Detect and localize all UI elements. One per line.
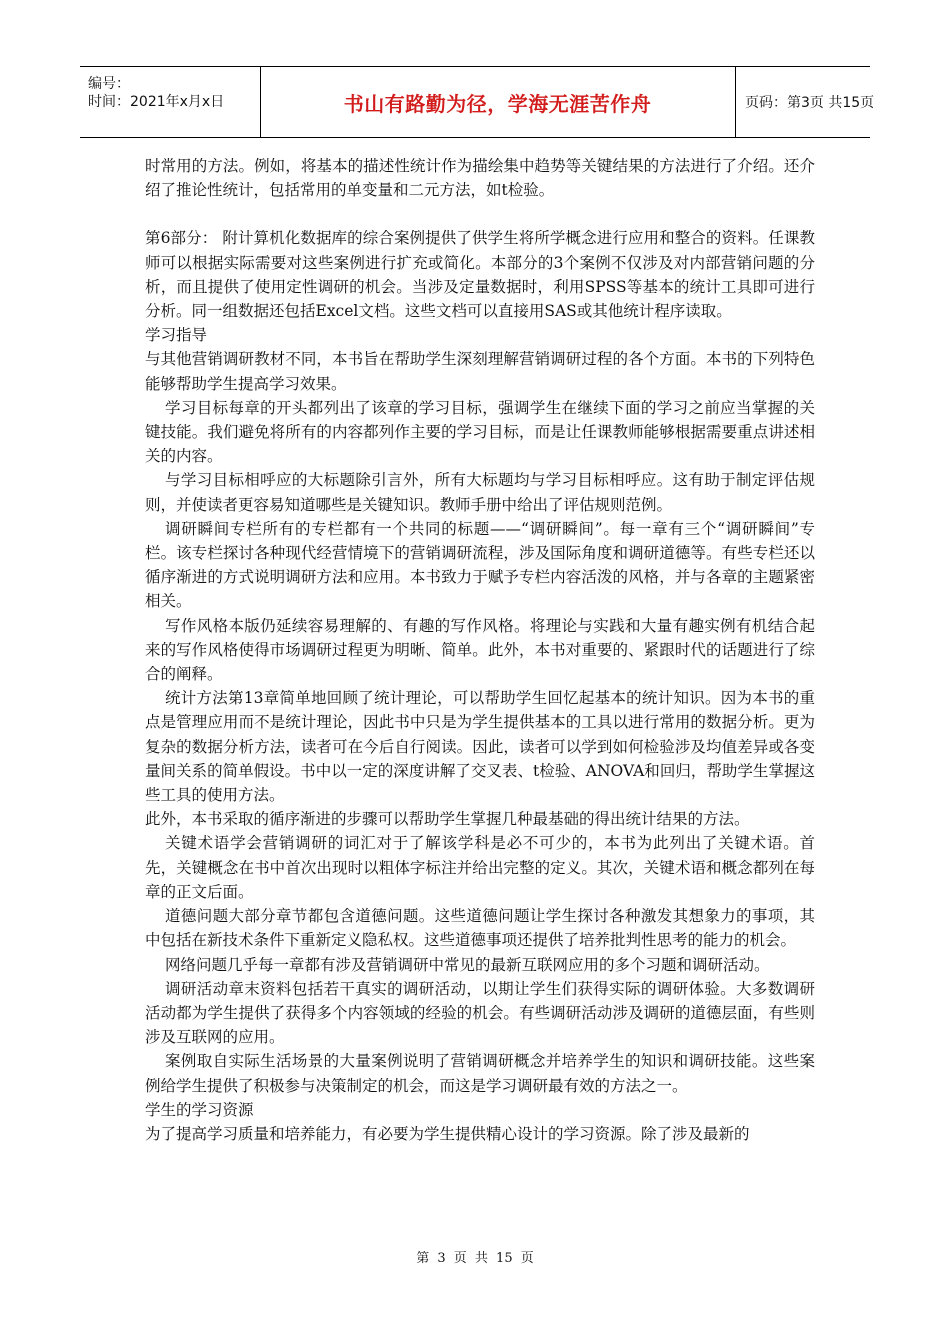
body-paragraph: 网络问题几乎每一章都有涉及营销调研中常见的最新互联网应用的多个习题和调研活动。	[165, 955, 770, 974]
page-footer: 第 3 页 共 15 页	[416, 1251, 534, 1266]
header-motto: 书山有路勤为径，学海无涯苦作舟	[343, 91, 652, 116]
body-paragraph: 学习目标每章的开头都列出了该章的学习目标，强调学生在继续下面的学习之前应当掌握的关键技能。我们避免将所有的内容都列作主要的学习目标，而是让任课教师能够根据需要重点讲述相关的内容。	[145, 398, 815, 466]
body-paragraph: 写作风格本版仍延续容易理解的、有趣的写作风格。将理论与实践和大量有趣实例有机结合起来的写作风格使得市场调研过程更为明晰、简单。此外，本书对重要的、紧跟时代的话题进行了综合的阐释。	[145, 616, 815, 684]
header-page-cell	[735, 67, 880, 137]
header-info-cell	[80, 67, 261, 137]
body-paragraph: 为了提高学习质量和培养能力，有必要为学生提供精心设计的学习资源。除了涉及最新的	[145, 1124, 750, 1143]
body-paragraph: 时常用的方法。例如，将基本的描述性统计作为描绘集中趋势等关键结果的方法进行了介绍。还介绍了推论性统计，包括常用的单变量和二元方法，如t检验。	[145, 157, 815, 200]
section-heading-student-resources: 学生的学习资源	[145, 1100, 254, 1119]
body-paragraph: 调研瞬间专栏所有的专栏都有一个共同的标题——“调研瞬间”。每一章有三个“调研瞬间”专栏。该专栏探讨各种现代经营情境下的营销调研流程，涉及国际角度和调研道德等。有些专栏还以循序渐进的方式说明调研方法和应用。本书致力于赋予专栏内容活泼的风格，并与各章的主题紧密相关。	[145, 519, 815, 611]
body-paragraph: 调研活动章末资料包括若干真实的调研活动，以期让学生们获得实际的调研体验。大多数调研活动都为学生提供了获得多个内容领域的经验的机会。有些调研活动涉及调研的道德层面，有些则涉及互联网的应用。	[145, 979, 815, 1047]
page-header	[80, 66, 875, 138]
header-page-number: 页码：第3页 共15页	[745, 95, 875, 111]
body-paragraph: 统计方法第13章简单地回顾了统计理论，可以帮助学生回忆起基本的统计知识。因为本书的重点是管理应用而不是统计理论，因此书中只是为学生提供基本的工具以进行常用的数据分析。更为复杂的数据分析方法，读者可在今后自行阅读。因此，读者可以学到如何检验涉及均值差异或各变量间关系的简单假设。书中以一定的深度讲解了交叉表、t检验、ANOVA和回归，帮助学生掌握这些工具的使用方法。	[145, 689, 815, 805]
body-paragraph: 与学习目标相呼应的大标题除引言外，所有大标题均与学习目标相呼应。这有助于制定评估规则，并使读者更容易知道哪些是关键知识。教师手册中给出了评估规则范例。	[145, 471, 815, 514]
document-number-label: 编号：	[88, 76, 130, 92]
body-paragraph: 此外，本书采取的循序渐进的步骤可以帮助学生掌握几种最基础的得出统计结果的方法。	[145, 810, 750, 829]
body-paragraph: 道德问题大部分章节都包含道德问题。这些道德问题让学生探讨各种激发其想象力的事项，其中包括在新技术条件下重新定义隐私权。这些道德事项还提供了培养批判性思考的能力的机会。	[145, 907, 815, 950]
header-motto-cell	[260, 67, 736, 137]
document-date-label: 时间：2021年x月x日	[88, 94, 225, 110]
body-paragraph: 第6部分： 附计算机化数据库的综合案例提供了供学生将所学概念进行应用和整合的资料。任课教师可以根据实际需要对这些案例进行扩充或简化。本部分的3个案例不仅涉及对内部营销问题的分析，而且提供了使用定性调研的机会。当涉及定量数据时，利用SPSS等基本的统计工具即可进行分析。同一组数据还包括Excel文档。这些文档可以直接用SAS或其他统计程序读取。	[145, 229, 815, 321]
body-paragraph: 与其他营销调研教材不同，本书旨在帮助学生深刻理解营销调研过程的各个方面。本书的下列特色能够帮助学生提高学习效果。	[145, 350, 815, 393]
body-paragraph: 关键术语学会营销调研的词汇对于了解该学科是必不可少的，本书为此列出了关键术语。首先，关键概念在书中首次出现时以粗体字标注并给出完整的定义。其次，关键术语和概念都列在每章的正文后面。	[145, 834, 815, 901]
body-paragraph: 案例取自实际生活场景的大量案例说明了营销调研概念并培养学生的知识和调研技能。这些案例给学生提供了积极参与决策制定的机会，而这是学习调研最有效的方法之一。	[145, 1052, 815, 1095]
section-heading-study-guide: 学习指导	[145, 326, 208, 345]
document-body	[145, 154, 815, 1146]
